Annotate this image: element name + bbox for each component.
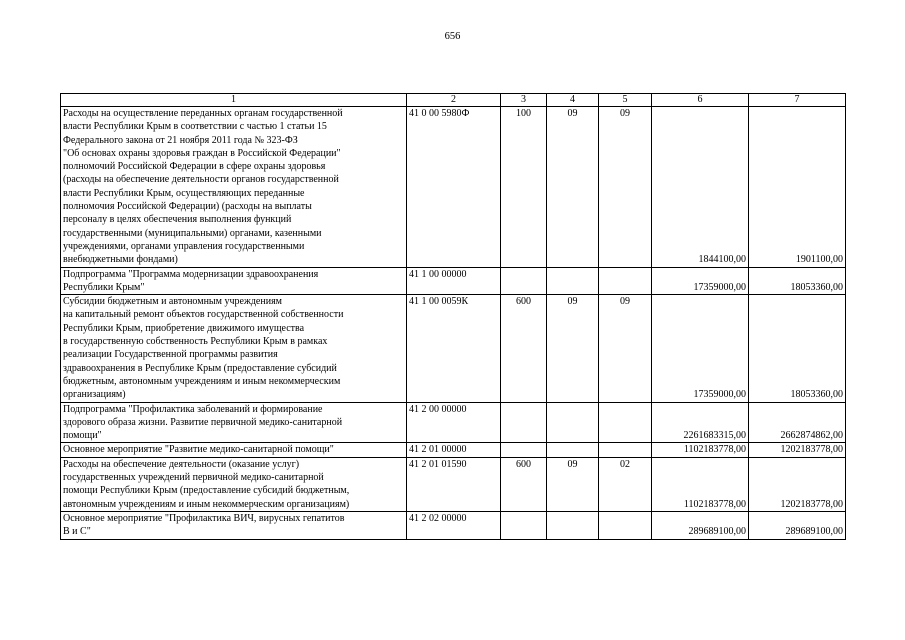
table-row	[61, 402, 846, 443]
section-cell: 09	[547, 107, 599, 268]
row-name-line: Республики Крым, приобретение движимого имущества	[63, 322, 305, 334]
amount-year2-cell: 2662874862,00	[749, 402, 846, 443]
expense-type-cell	[501, 511, 547, 539]
subsection-cell	[599, 267, 652, 295]
code-cell: 41 0 00 5980Ф	[407, 107, 501, 268]
table-row	[61, 295, 846, 402]
code-cell: 41 2 01 01590	[407, 457, 501, 511]
header-cell: 3	[501, 94, 547, 107]
row-name-line: Основное мероприятие "Развитие медико-санитарной помощи"	[63, 444, 334, 456]
amount-year1-cell: 1102183778,00	[652, 443, 749, 457]
amount-year1-cell: 17359000,00	[652, 295, 749, 402]
expense-type-cell	[501, 402, 547, 443]
header-cell: 4	[547, 94, 599, 107]
header-cell: 6	[652, 94, 749, 107]
row-name-line: внебюджетными фондами)	[63, 254, 178, 266]
section-cell	[547, 402, 599, 443]
header-cell: 5	[599, 94, 652, 107]
expense-type-cell: 600	[501, 295, 547, 402]
section-cell: 09	[547, 295, 599, 402]
row-name-line: Расходы на обеспечение деятельности (оказание услуг)	[63, 458, 300, 470]
table-row	[61, 511, 846, 539]
subsection-cell: 09	[599, 107, 652, 268]
row-name-cell	[61, 443, 407, 457]
row-name-line: здравоохранения в Республике Крым (предоставление субсидий	[63, 362, 337, 374]
row-name-line: государственных учреждений первичной медико-санитарной	[63, 472, 324, 484]
row-name-line: автономным учреждениям и иным некоммерческим организациям)	[63, 498, 350, 510]
amount-year1-cell: 2261683315,00	[652, 402, 749, 443]
amount-year1-cell: 289689100,00	[652, 511, 749, 539]
code-cell: 41 1 00 00000	[407, 267, 501, 295]
code-cell: 41 2 00 00000	[407, 402, 501, 443]
expense-type-cell: 100	[501, 107, 547, 268]
subsection-cell	[599, 511, 652, 539]
code-cell: 41 1 00 0059К	[407, 295, 501, 402]
row-name-cell	[61, 457, 407, 511]
amount-year2-cell: 1901100,00	[749, 107, 846, 268]
row-name-cell	[61, 107, 407, 268]
amount-year2-cell: 1202183778,00	[749, 443, 846, 457]
header-cell: 1	[61, 94, 407, 107]
row-name-cell	[61, 295, 407, 402]
amount-year1-cell: 1844100,00	[652, 107, 749, 268]
expense-type-cell: 600	[501, 457, 547, 511]
header-cell: 7	[749, 94, 846, 107]
amount-year2-cell: 1202183778,00	[749, 457, 846, 511]
expense-type-cell	[501, 267, 547, 295]
row-name-line: Республики Крым"	[63, 281, 145, 293]
row-name-line: Расходы на осуществление переданных органам государственной	[63, 108, 343, 119]
expense-type-cell	[501, 443, 547, 457]
row-name-line: помощи"	[63, 430, 102, 442]
row-name-line: здорового образа жизни. Развитие первичной медико-санитарной	[63, 416, 343, 428]
row-name-cell	[61, 267, 407, 295]
row-name-line: реализации Государственной программы развития	[63, 349, 278, 361]
section-cell	[547, 443, 599, 457]
row-name-line: бюджетным, автономным учреждениям и иным некоммерческим	[63, 375, 341, 387]
row-name-line: полномочия Российской Федерации) (расходы на выплаты	[63, 201, 312, 213]
subsection-cell: 02	[599, 457, 652, 511]
row-name-line: Подпрограмма "Профилактика заболеваний и формирование	[63, 403, 323, 415]
row-name-cell	[61, 511, 407, 539]
amount-year2-cell: 18053360,00	[749, 267, 846, 295]
row-name-line: учреждениями, органами управления государственными	[63, 240, 305, 252]
row-name-line: В и С"	[63, 526, 91, 538]
row-name-line: на капитальный ремонт объектов государственной собственности	[63, 309, 344, 321]
row-name-line: (расходы на обеспечение деятельности органов государственной	[63, 174, 339, 186]
budget-table	[60, 93, 846, 540]
row-name-line: помощи Республики Крым (предоставление субсидий бюджетным,	[63, 485, 350, 497]
amount-year1-cell: 1102183778,00	[652, 457, 749, 511]
code-cell: 41 2 02 00000	[407, 511, 501, 539]
row-name-line: полномочий Российской Федерации в сфере охраны здоровья	[63, 161, 326, 173]
section-cell	[547, 511, 599, 539]
row-name-line: в государственную собственность Республики Крым в рамках	[63, 336, 328, 348]
section-cell: 09	[547, 457, 599, 511]
section-cell	[547, 267, 599, 295]
row-name-line: Подпрограмма "Программа модернизации здравоохранения	[63, 268, 319, 280]
code-cell: 41 2 01 00000	[407, 443, 501, 457]
row-name-line: государственными (муниципальными) органами, казенными	[63, 227, 322, 239]
subsection-cell	[599, 402, 652, 443]
table-row	[61, 457, 846, 511]
table-row	[61, 267, 846, 295]
amount-year2-cell: 18053360,00	[749, 295, 846, 402]
header-cell: 2	[407, 94, 501, 107]
page-number: 656	[444, 31, 461, 42]
table-row	[61, 443, 846, 457]
table-row	[61, 107, 846, 268]
row-name-line: Субсидии бюджетным и автономным учреждениям	[63, 296, 283, 308]
row-name-line: "Об основах охраны здоровья граждан в Российской Федерации"	[63, 147, 341, 159]
row-name-line: организациям)	[63, 389, 126, 401]
row-name-line: Основное мероприятие "Профилактика ВИЧ, вирусных гепатитов	[63, 512, 345, 524]
row-name-line: персоналу в целях обеспечения выполнения функций	[63, 214, 292, 226]
row-name-line: Федерального закона от 21 ноября 2011 года № 323-ФЗ	[63, 134, 298, 146]
subsection-cell: 09	[599, 295, 652, 402]
amount-year1-cell: 17359000,00	[652, 267, 749, 295]
row-name-cell	[61, 402, 407, 443]
header-row	[61, 94, 846, 107]
subsection-cell	[599, 443, 652, 457]
row-name-line: власти Республики Крым, осуществляющих переданные	[63, 187, 305, 199]
amount-year2-cell: 289689100,00	[749, 511, 846, 539]
row-name-line: власти Республики Крым в соответствии с частью 1 статьи 15	[63, 121, 327, 133]
